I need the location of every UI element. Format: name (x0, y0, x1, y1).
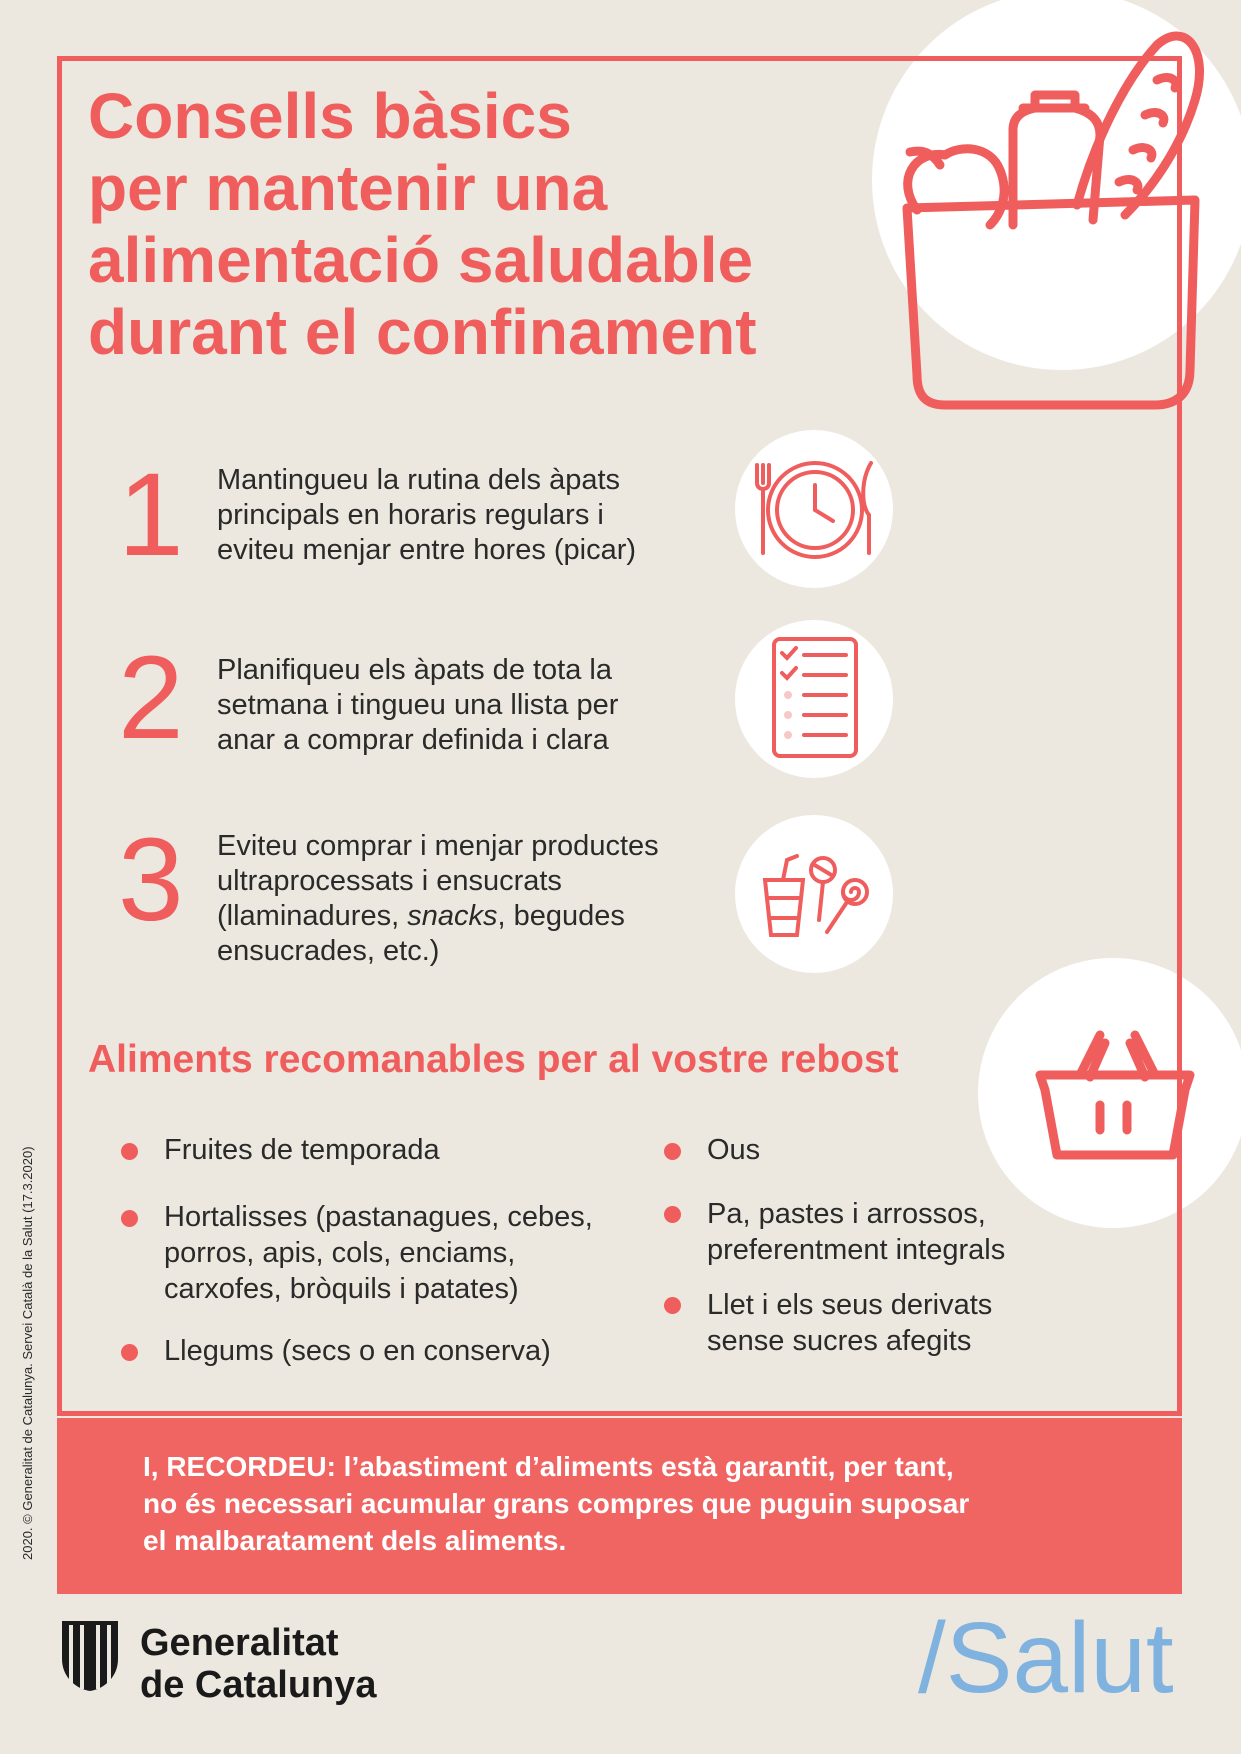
food-line: preferentment integrals (707, 1234, 1006, 1266)
step-line: eviteu menjar entre hores (picar) (217, 534, 637, 566)
step-line: Mantingueu la rutina dels àpats (217, 464, 621, 496)
title-line: per mantenir una (88, 152, 608, 224)
step-line: Eviteu comprar i menjar productes (217, 830, 659, 862)
generalitat-name (140, 1622, 377, 1706)
bullet (664, 1206, 681, 1223)
reminder-line: no és necessari acumular grans compres que puguin suposar (143, 1488, 970, 1519)
step-text (217, 653, 727, 758)
step-line: ensucrades, etc.) (217, 935, 440, 967)
foods-title: Aliments recomanables per al vostre rebost (88, 1038, 899, 1081)
food-line: Ous (707, 1134, 761, 1166)
food-line: Llet i els seus derivats (707, 1289, 993, 1321)
reminder-line: I, RECORDEU: l’abastiment d’aliments està garantit, per tant, (143, 1451, 954, 1482)
step-number: 2 (118, 632, 184, 764)
logo-line: de Catalunya (140, 1664, 377, 1706)
bullet (121, 1143, 138, 1160)
reminder-text (143, 1448, 1143, 1559)
bullet (664, 1297, 681, 1314)
salut-brand: /Salut (918, 1602, 1174, 1714)
snacks-italic: snacks (407, 900, 498, 932)
grocery-bag-icon (895, 20, 1215, 415)
title-line: durant el confinament (88, 296, 757, 368)
food-line: Hortalisses (pastanagues, cebes, (164, 1201, 593, 1233)
clock-plate-icon (745, 455, 885, 565)
food-line: sense sucres afegits (707, 1325, 972, 1357)
food-line: porros, apis, cols, enciams, (164, 1237, 516, 1269)
food-item (164, 1333, 551, 1369)
step-line: (llaminadures, snacks, begudes (217, 900, 625, 932)
food-line: Llegums (secs o en conserva) (164, 1335, 551, 1367)
food-line: carxofes, bròquils i patates) (164, 1273, 519, 1305)
food-item (707, 1132, 760, 1168)
step-line: ultraprocessats i ensucrats (217, 865, 562, 897)
reminder-line: el malbaratament dels aliments. (143, 1525, 567, 1556)
step-line: anar a comprar definida i clara (217, 724, 609, 756)
step-number: 3 (118, 814, 184, 946)
copyright-note: 2020. © Generalitat de Catalunya. Servei Català de la Salut (17.3.2020) (20, 1146, 35, 1560)
food-item (707, 1196, 1005, 1268)
food-item (707, 1287, 992, 1359)
logo-line: Generalitat (140, 1622, 339, 1664)
food-line: Pa, pastes i arrossos, (707, 1198, 986, 1230)
title-line: alimentació saludable (88, 224, 754, 296)
title-line: Consells bàsics (88, 80, 572, 152)
generalitat-logo-icon (58, 1617, 122, 1693)
checklist-icon (770, 635, 860, 760)
step-line: principals en horaris regulars i (217, 499, 604, 531)
bullet (664, 1143, 681, 1160)
bullet (121, 1344, 138, 1361)
sweets-drink-icon (755, 850, 875, 940)
step-line: setmana i tingueu una llista per (217, 689, 619, 721)
step-number: 1 (118, 449, 184, 581)
step-text (217, 829, 727, 969)
page-title (88, 80, 868, 368)
bullet (121, 1210, 138, 1227)
step-line: Planifiqueu els àpats de tota la (217, 654, 612, 686)
basket-icon (1035, 1025, 1195, 1165)
food-item (164, 1199, 593, 1307)
food-item (164, 1132, 440, 1168)
food-line: Fruites de temporada (164, 1134, 440, 1166)
step-text (217, 463, 727, 568)
